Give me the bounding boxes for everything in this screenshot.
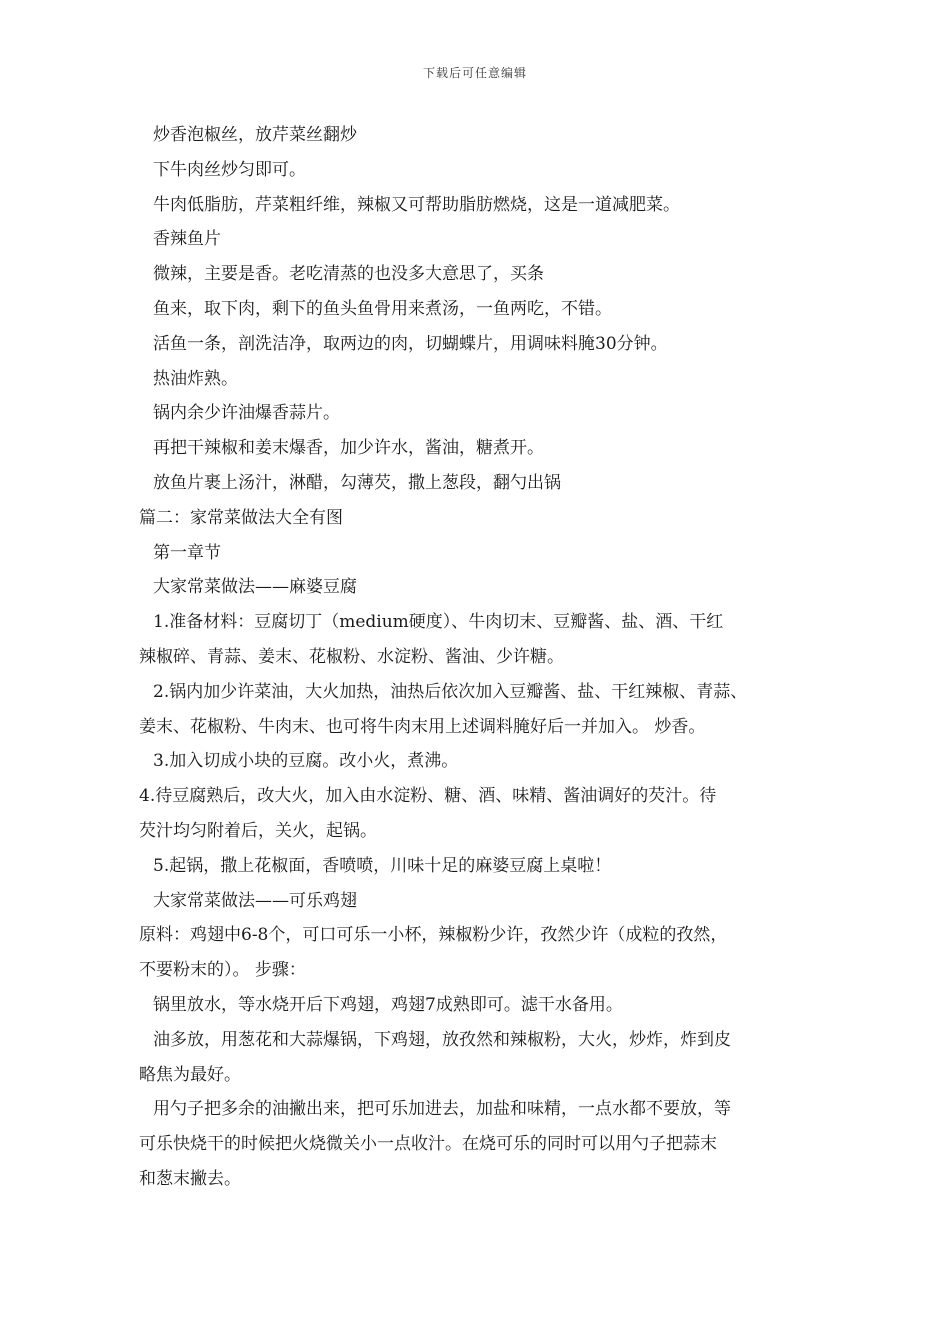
section-heading: 第一章节: [153, 542, 221, 563]
section-heading: 大家常菜做法——可乐鸡翅: [153, 890, 357, 911]
document-body: [139, 118, 829, 1197]
text-line: 可乐快烧干的时候把火烧微关小一点收汁。在烧可乐的同时可以用勺子把蒜末: [139, 1134, 717, 1155]
text-line: 锅里放水，等水烧开后下鸡翅，鸡翅7成熟即可。滤干水备用。: [153, 994, 623, 1015]
text-line: 姜末、花椒粉、牛肉末、也可将牛肉末用上述调料腌好后一并加入。 炒香。: [139, 716, 706, 737]
text-line: 5.起锅，撒上花椒面，香喷喷，川味十足的麻婆豆腐上桌啦！: [153, 855, 612, 876]
section-heading: 大家常菜做法——麻婆豆腐: [153, 577, 357, 598]
text-line: 不要粉末的）。 步骤：: [139, 960, 306, 981]
text-line: 略焦为最好。: [139, 1064, 241, 1085]
text-line: 热油炸熟。: [153, 368, 238, 389]
text-line: 1.准备材料：豆腐切丁（medium硬度）、牛肉切末、豆瓣酱、盐、酒、干红: [153, 612, 724, 633]
text-line: 辣椒碎、青蒜、姜末、花椒粉、水淀粉、酱油、少许糖。: [139, 646, 564, 667]
text-line: 芡汁均匀附着后，关火，起锅。: [139, 820, 377, 841]
text-line: 炒香泡椒丝，放芹菜丝翻炒: [153, 125, 357, 145]
section-heading: 香辣鱼片: [153, 229, 221, 250]
text-line: 微辣，主要是香。老吃清蒸的也没多大意思了，买条: [153, 264, 544, 285]
text-line: 活鱼一条，剖洗洁净，取两边的肉，切蝴蝶片，用调味料腌30分钟。: [153, 333, 668, 354]
text-line: 锅内余少许油爆香蒜片。: [153, 403, 340, 424]
text-line: 4.待豆腐熟后，改大火，加入由水淀粉、糖、酒、味精、酱油调好的芡汁。待: [139, 786, 717, 807]
text-line: 鱼来，取下肉，剩下的鱼头鱼骨用来煮汤，一鱼两吃，不错。: [153, 298, 612, 319]
text-line: 和葱末撇去。: [139, 1168, 241, 1189]
page-header: 下载后可任意编辑: [422, 66, 527, 80]
text-line: 下牛肉丝炒匀即可。: [153, 159, 306, 180]
chapter-title: 篇二：家常菜做法大全有图: [139, 507, 343, 528]
text-line: 2.锅内加少许菜油，大火加热，油热后依次加入豆瓣酱、盐、干红辣椒、青蒜、: [153, 681, 748, 702]
text-line: 放鱼片裹上汤汁，淋醋，勾薄芡，撒上葱段，翻勺出锅: [153, 472, 561, 493]
text-line: 牛肉低脂肪，芹菜粗纤维，辣椒又可帮助脂肪燃烧，这是一道减肥菜。: [153, 194, 680, 215]
text-line: 油多放，用葱花和大蒜爆锅，下鸡翅，放孜然和辣椒粉，大火，炒炸，炸到皮: [153, 1029, 731, 1050]
text-line: 原料：鸡翅中6-8个，可口可乐一小杯，辣椒粉少许，孜然少许（成粒的孜然，: [139, 925, 728, 946]
text-line: 用勺子把多余的油撇出来，把可乐加进去，加盐和味精，一点水都不要放，等: [153, 1099, 731, 1120]
text-line: 再把干辣椒和姜末爆香，加少许水，酱油，糖煮开。: [153, 438, 544, 459]
text-line: 3.加入切成小块的豆腐。改小火，煮沸。: [153, 751, 459, 772]
